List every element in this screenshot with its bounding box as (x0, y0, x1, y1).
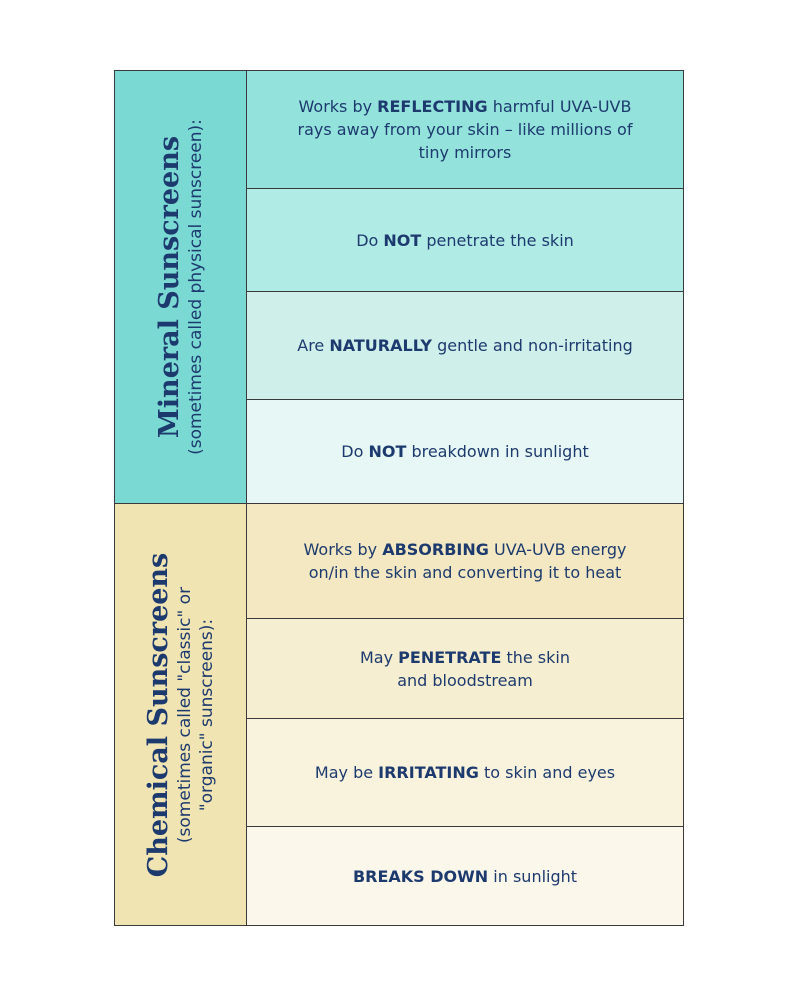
mineral-subtitle: (sometimes called physical sunscreen): (185, 119, 206, 455)
row-emphasis: NATURALLY (329, 336, 432, 355)
chemical-sunscreens-section (115, 504, 683, 925)
row-text: May PENETRATE the skin and bloodstream (360, 647, 570, 690)
chemical-row-irritating (247, 719, 683, 827)
row-emphasis: PENETRATE (398, 647, 502, 667)
row-text: Are NATURALLY gentle and non-irritating (297, 336, 633, 355)
row-emphasis: IRRITATING (378, 763, 479, 782)
row-emphasis: NOT (368, 442, 407, 461)
mineral-row-not-penetrate (247, 189, 683, 292)
mineral-sunscreens-section (115, 71, 683, 504)
chemical-subtitle-line1: (sometimes called "classic" or (174, 586, 195, 843)
chemical-rows (247, 504, 683, 925)
mineral-row-reflecting (247, 71, 683, 189)
row-text: Works by ABSORBING UVA-UVB energy on/in the skin and converting it to heat (303, 540, 627, 582)
mineral-title: Mineral Sunscreens (153, 135, 185, 439)
row-emphasis: NOT (383, 230, 422, 250)
mineral-header-cell (115, 71, 247, 503)
sunscreen-comparison-table (114, 70, 684, 926)
row-text: Works by REFLECTING harmful UVA-UVB rays away from your skin – like millions of tiny mirrors (297, 97, 633, 162)
chemical-subtitle-line2: "organic" sunscreens): (196, 618, 217, 811)
row-emphasis: REFLECTING (377, 97, 488, 116)
row-text: May be IRRITATING to skin and eyes (314, 763, 616, 782)
row-text: BREAKS DOWN in sunlight (352, 866, 578, 886)
mineral-row-not-breakdown (247, 400, 683, 503)
chemical-header-text (144, 552, 218, 877)
row-text: Do NOT breakdown in sunlight (341, 442, 589, 461)
row-text: Do NOT penetrate the skin (356, 230, 574, 250)
chemical-row-penetrate (247, 619, 683, 719)
mineral-rows (247, 71, 683, 503)
chemical-row-breaks-down (247, 827, 683, 925)
row-emphasis: BREAKS DOWN (352, 866, 489, 886)
chemical-row-absorbing (247, 504, 683, 619)
chemical-title: Chemical Sunscreens (142, 552, 174, 877)
chemical-header-cell (115, 504, 247, 925)
mineral-row-naturally-gentle (247, 292, 683, 400)
mineral-header-text (155, 119, 207, 455)
row-emphasis: ABSORBING (382, 540, 489, 559)
